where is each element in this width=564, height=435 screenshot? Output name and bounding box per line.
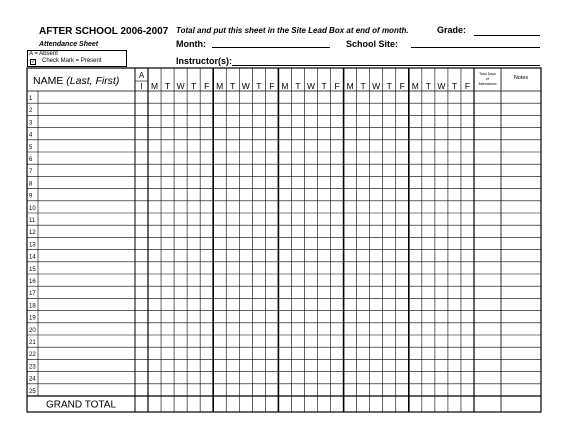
day-letter: W: [437, 81, 446, 91]
row-number: 15: [29, 266, 36, 273]
day-letter: T: [230, 81, 236, 91]
row-number: 19: [29, 315, 36, 322]
day-letter: F: [464, 81, 471, 91]
day-letter: F: [204, 81, 210, 91]
day-letter: T: [321, 81, 327, 91]
day-letter: F: [269, 81, 275, 91]
row-number: 10: [29, 205, 36, 212]
row-number: 24: [29, 376, 36, 383]
day-letter: W: [176, 81, 185, 91]
day-letter: M: [411, 81, 419, 91]
day-letter: T: [295, 81, 301, 91]
table-border: [27, 68, 541, 412]
row-number: 14: [29, 254, 36, 261]
total-days-header: Total Days: [479, 72, 496, 76]
grade-label: Grade:: [437, 25, 467, 35]
row-number: 7: [29, 169, 33, 176]
day-letter: M: [150, 81, 159, 91]
row-number: 23: [29, 364, 36, 371]
month-label: Month:: [176, 39, 206, 49]
day-letter: W: [372, 81, 381, 91]
school-site-label: School Site:: [346, 39, 399, 49]
total-days-header-of: of: [486, 77, 489, 81]
row-number: 6: [29, 157, 33, 163]
row-number: 4: [29, 132, 33, 139]
grand-total-label: GRAND TOTAL: [45, 399, 117, 411]
row-number: 16: [29, 279, 36, 285]
row-number: 9: [29, 193, 33, 200]
row-number: 5: [29, 144, 33, 151]
legend-absent: A = Absent: [29, 51, 58, 57]
day-letter: M: [346, 81, 354, 91]
row-number: 3: [29, 120, 33, 127]
row-number: 12: [29, 230, 36, 237]
day-letter: T: [425, 81, 431, 91]
row-number: 20: [29, 327, 36, 334]
day-letter: W: [241, 81, 250, 91]
day-letter: M: [281, 81, 289, 91]
instructors-label: Instructor(s):: [176, 56, 232, 66]
day-letter: M: [216, 81, 224, 91]
row-number: 1: [29, 96, 33, 102]
check-icon: ✓: [31, 59, 36, 65]
name-header: NAME (Last, First): [33, 75, 120, 87]
row-number: 21: [29, 340, 36, 346]
row-number: 2: [29, 108, 33, 115]
page-title: AFTER SCHOOL 2006-2007: [39, 26, 169, 37]
day-letter: T: [164, 81, 171, 91]
row-number: 25: [29, 388, 36, 395]
day-letter: T: [191, 81, 197, 91]
day-letter: F: [399, 81, 405, 91]
row-number: 17: [29, 291, 36, 298]
day-letter: F: [334, 81, 340, 91]
row-number: 8: [29, 181, 33, 188]
page-subtitle: Attendance Sheet: [39, 41, 99, 48]
day-letter: T: [360, 81, 366, 91]
ai-header-i: I: [140, 82, 143, 91]
legend-present: Check Mark = Present: [42, 58, 102, 64]
instruction-text: Total and put this sheet in the Site Lead Box at end of month.: [176, 26, 409, 35]
day-letter: T: [256, 81, 262, 91]
day-letter: T: [451, 81, 458, 91]
row-number: 13: [29, 242, 36, 249]
total-days-header-attendance: Attendance: [478, 82, 497, 86]
ai-header-a: A: [138, 71, 145, 80]
notes-header: Notes: [513, 75, 529, 81]
row-number: 22: [29, 352, 36, 359]
day-letter: T: [386, 81, 392, 91]
day-letter: W: [306, 81, 316, 91]
row-number: 18: [29, 303, 36, 310]
row-number: 11: [29, 218, 36, 224]
